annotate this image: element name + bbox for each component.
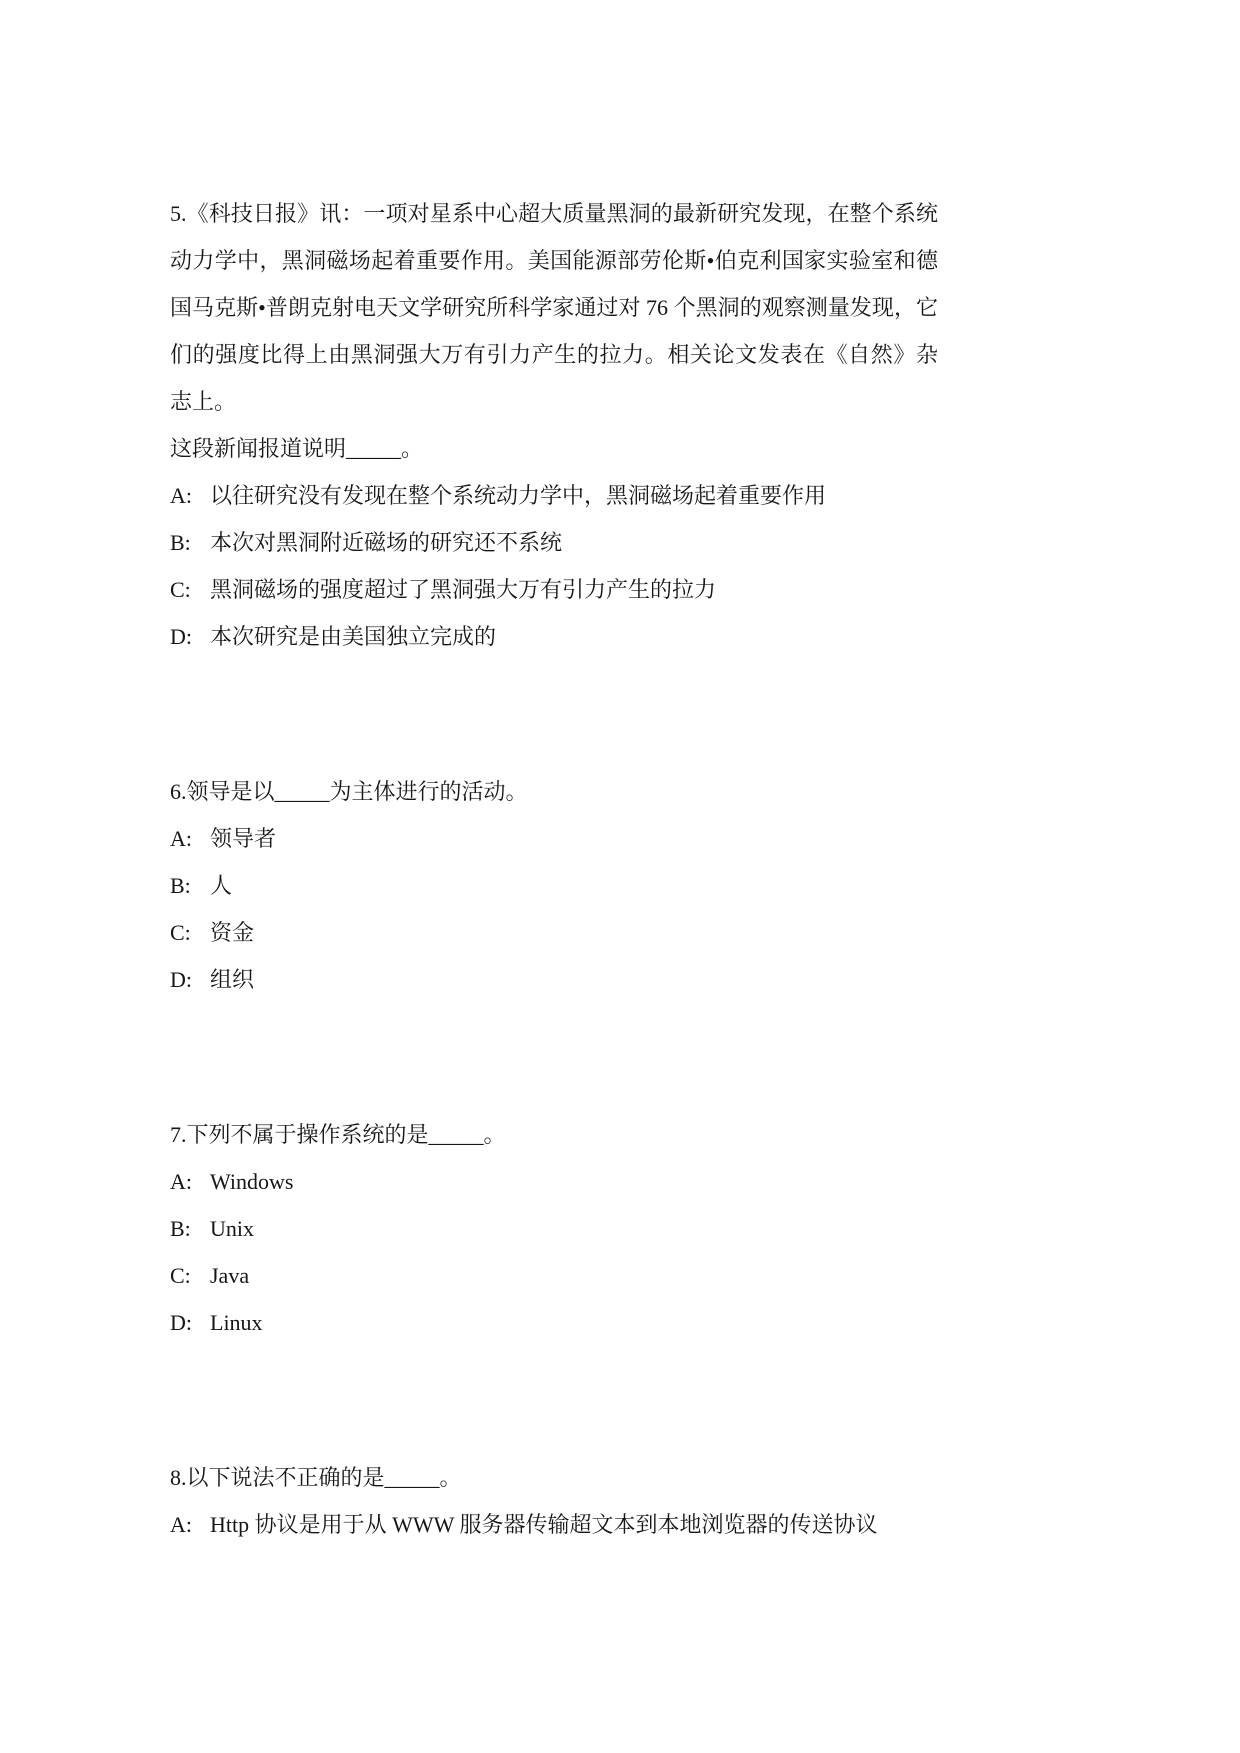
question-7 xyxy=(170,1111,938,1346)
question-6 xyxy=(170,768,938,1003)
option-label-a: A: xyxy=(170,1169,192,1194)
option-label-a: A: xyxy=(170,826,192,851)
question-5-stem: 5.《科技日报》讯：一项对星系中心超大质量黑洞的最新研究发现，在整个系统动力学中，黑洞磁场起着重要作用。美国能源部劳伦斯•伯克利国家实验室和德国马克斯•普朗克射电天文学研究所科学家通过对 76 个黑洞的观察测量发现，它们的强度比得上由黑洞强大万有引力产生的拉力。相关论文发表在《自然》杂志上。 xyxy=(170,201,938,414)
question-5 xyxy=(170,190,938,660)
question-7-option-c xyxy=(170,1252,938,1299)
option-label-c: C: xyxy=(170,1263,191,1288)
option-text-c: 资金 xyxy=(210,920,255,945)
option-text-a: 以往研究没有发现在整个系统动力学中，黑洞磁场起着重要作用 xyxy=(210,483,827,508)
option-text-a: Http 协议是用于从 WWW 服务器传输超文本到本地浏览器的传送协议 xyxy=(210,1512,878,1537)
option-text-a: Windows xyxy=(210,1169,294,1194)
option-text-d: 本次研究是由美国独立完成的 xyxy=(210,624,497,649)
question-7-option-d xyxy=(170,1299,938,1346)
option-text-c: Java xyxy=(210,1263,250,1288)
question-8 xyxy=(170,1454,938,1548)
option-label-c: C: xyxy=(170,920,191,945)
question-5-option-c xyxy=(170,566,938,613)
option-label-d: D: xyxy=(170,1310,192,1335)
question-6-option-b xyxy=(170,862,938,909)
option-text-a: 领导者 xyxy=(210,826,277,851)
option-label-b: B: xyxy=(170,530,191,555)
question-6-option-c xyxy=(170,909,938,956)
question-7-stem: 7.下列不属于操作系统的是_____。 xyxy=(170,1122,506,1147)
question-5-option-a xyxy=(170,472,938,519)
option-text-c: 黑洞磁场的强度超过了黑洞强大万有引力产生的拉力 xyxy=(210,577,717,602)
question-8-option-a xyxy=(170,1501,938,1548)
question-6-option-a xyxy=(170,815,938,862)
option-text-b: 本次对黑洞附近磁场的研究还不系统 xyxy=(210,530,563,555)
question-7-option-b xyxy=(170,1205,938,1252)
option-label-d: D: xyxy=(170,967,192,992)
option-label-b: B: xyxy=(170,873,191,898)
option-text-d: 组织 xyxy=(210,967,255,992)
question-5-option-b xyxy=(170,519,938,566)
option-text-d: Linux xyxy=(210,1310,263,1335)
question-6-option-d xyxy=(170,956,938,1003)
question-6-stem: 6.领导是以_____为主体进行的活动。 xyxy=(170,779,528,804)
question-5-followup: 这段新闻报道说明_____。 xyxy=(170,436,424,461)
option-text-b: 人 xyxy=(210,873,233,898)
option-label-b: B: xyxy=(170,1216,191,1241)
option-label-a: A: xyxy=(170,483,192,508)
option-label-c: C: xyxy=(170,577,191,602)
question-5-option-d xyxy=(170,613,938,660)
option-text-b: Unix xyxy=(210,1216,254,1241)
question-7-option-a xyxy=(170,1158,938,1205)
option-label-d: D: xyxy=(170,624,192,649)
question-8-stem: 8.以下说法不正确的是_____。 xyxy=(170,1465,462,1490)
option-label-a: A: xyxy=(170,1512,192,1537)
